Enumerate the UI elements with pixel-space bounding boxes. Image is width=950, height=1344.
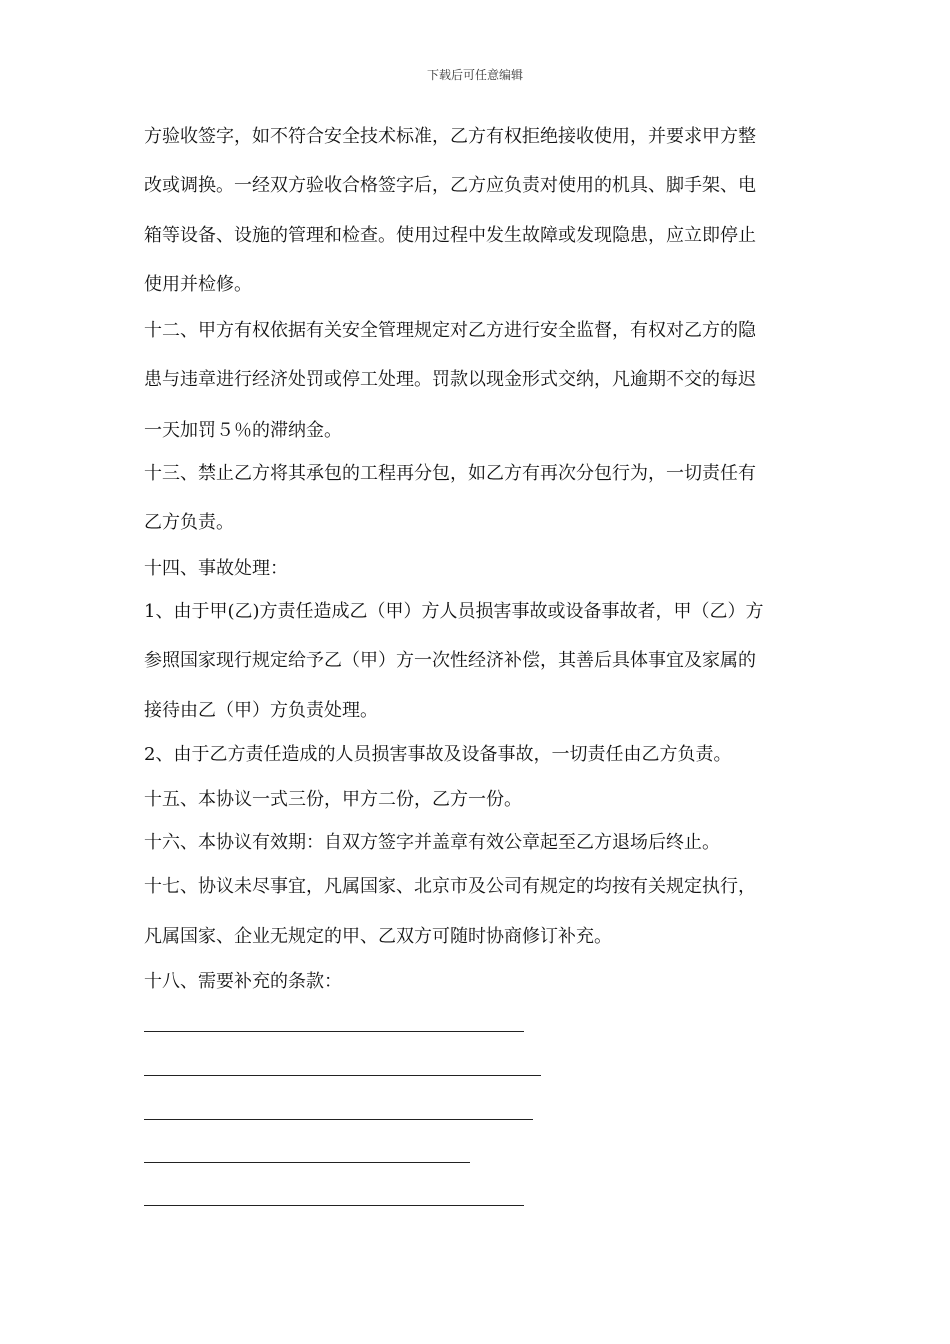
paragraph-line: 患与违章进行经济处罚或停工处理。罚款以现金形式交纳，凡逾期不交的每迟 [144, 369, 756, 390]
paragraph-line: 参照国家现行规定给予乙（甲）方一次性经济补偿，其善后具体事宜及家属的 [144, 650, 756, 671]
clause-13: 十三、禁止乙方将其承包的工程再分包，如乙方有再次分包行为，一切责任有 [144, 463, 756, 484]
page-header: 下载后可任意编辑 [426, 68, 523, 82]
clause-12: 十二、甲方有权依据有关安全管理规定对乙方进行安全监督，有权对乙方的隐 [144, 320, 756, 341]
blank-fill-line [144, 1075, 541, 1076]
paragraph-line: 使用并检修。 [144, 274, 252, 295]
paragraph-line: 改或调换。一经双方验收合格签字后，乙方应负责对使用的机具、脚手架、电 [144, 175, 756, 196]
paragraph-line: 乙方负责。 [144, 512, 234, 533]
clause-16: 十六、本协议有效期：自双方签字并盖章有效公章起至乙方退场后终止。 [144, 832, 720, 853]
paragraph-line: 箱等设备、设施的管理和检查。使用过程中发生故障或发现隐患，应立即停止 [144, 225, 756, 246]
clause-14-item-2: 2、由于乙方责任造成的人员损害事故及设备事故，一切责任由乙方负责。 [144, 744, 732, 765]
paragraph-line: 一天加罚５％的滞纳金。 [144, 420, 342, 441]
clause-14: 十四、事故处理： [144, 558, 288, 579]
blank-fill-line [144, 1119, 533, 1120]
blank-fill-line [144, 1205, 524, 1206]
clause-17: 十七、协议未尽事宜，凡属国家、北京市及公司有规定的均按有关规定执行， [144, 876, 756, 897]
clause-14-item-1: 1、由于甲(乙)方责任造成乙（甲）方人员损害事故或设备事故者，甲（乙）方 [144, 601, 764, 622]
blank-fill-line [144, 1031, 524, 1032]
blank-fill-line [144, 1162, 470, 1163]
paragraph-line: 方验收签字，如不符合安全技术标准，乙方有权拒绝接收使用，并要求甲方整 [144, 126, 756, 147]
paragraph-line: 接待由乙（甲）方负责处理。 [144, 700, 378, 721]
paragraph-line: 凡属国家、企业无规定的甲、乙双方可随时协商修订补充。 [144, 926, 612, 947]
clause-18: 十八、需要补充的条款： [144, 971, 342, 992]
clause-15: 十五、本协议一式三份，甲方二份，乙方一份。 [144, 789, 522, 810]
